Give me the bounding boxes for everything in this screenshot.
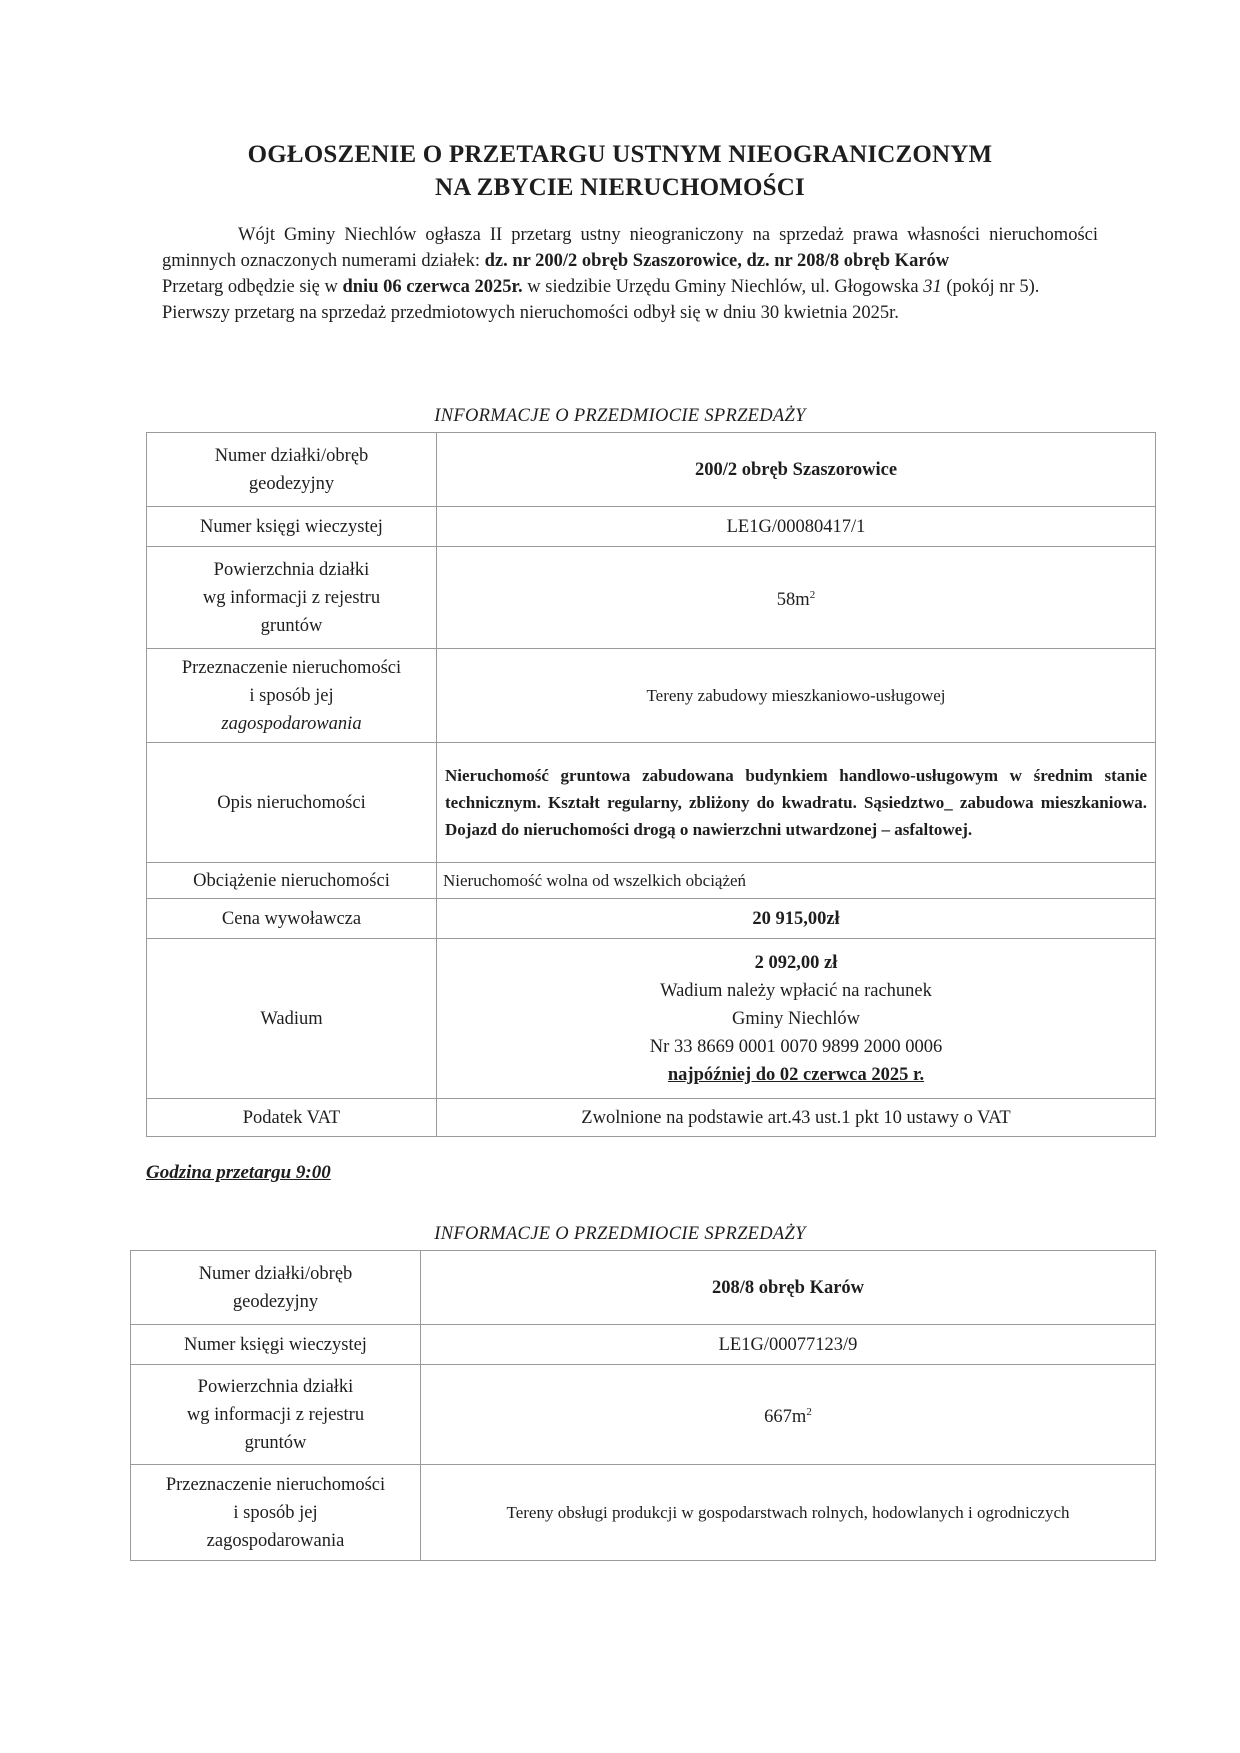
- auction-time: Godzina przetargu 9:00: [146, 1162, 331, 1183]
- section-caption-2: INFORMACJE O PRZEDMIOCIE SPRZEDAŻY: [434, 1224, 806, 1244]
- property-table-1: [146, 432, 1156, 1137]
- table-row: [147, 899, 1156, 939]
- row-label: Cena wywoławcza: [147, 899, 437, 939]
- area-value: [421, 1365, 1156, 1465]
- title-line-1: OGŁOSZENIE O PRZETARGU USTNYM NIEOGRANICZONYM: [247, 141, 993, 168]
- label-line: Powierzchnia działki: [197, 1376, 354, 1397]
- label-line: wg informacji z rejestru: [202, 587, 381, 608]
- purpose-value: Tereny obsługi produkcji w gospodarstwach rolnych, hodowlanych i ogrodniczych: [421, 1465, 1156, 1561]
- section-caption-1: INFORMACJE O PRZEDMIOCIE SPRZEDAŻY: [434, 406, 806, 426]
- purpose-value: Tereny zabudowy mieszkaniowo-usługowej: [437, 649, 1156, 743]
- table-row: [147, 649, 1156, 743]
- property-table-2: [130, 1250, 1156, 1561]
- label-line: zagospodarowania: [221, 713, 362, 734]
- deposit-instruction: Wadium należy wpłacić na rachunek: [660, 980, 932, 1001]
- area-unit-sup: 2: [809, 588, 816, 601]
- document-title: [0, 138, 1240, 204]
- area-number: 667m: [764, 1407, 807, 1428]
- row-label: Numer księgi wieczystej: [131, 1325, 421, 1365]
- row-label: Wadium: [147, 939, 437, 1099]
- label-line: zagospodarowania: [206, 1530, 345, 1551]
- intro-paragraph-3: Pierwszy przetarg na sprzedaż przedmiotowych nieruchomości odbył się w dniu 30 kwietnia 2025r.: [162, 303, 899, 323]
- intro-paragraph-1: [162, 222, 1098, 274]
- label-line: i sposób jej: [233, 1502, 318, 1523]
- parcel-list: dz. nr 200/2 obręb Szaszorowice, dz. nr 208/8 obręb Karów: [484, 251, 950, 271]
- land-register-value: LE1G/00080417/1: [437, 507, 1156, 547]
- table-row: [147, 547, 1156, 649]
- deposit-deadline: najpóźniej do 02 czerwca 2025 r.: [667, 1064, 925, 1085]
- intro-text: Przetarg odbędzie się w: [162, 277, 343, 297]
- address-number: 31: [923, 277, 942, 297]
- label-line: geodezyjny: [248, 473, 335, 494]
- deposit-amount: 2 092,00 zł: [754, 952, 838, 973]
- starting-price-value: 20 915,00zł: [437, 899, 1156, 939]
- table-row: [131, 1325, 1156, 1365]
- row-label: Numer księgi wieczystej: [147, 507, 437, 547]
- intro-text: (pokój nr 5).: [941, 277, 1040, 297]
- label-line: gruntów: [244, 1432, 307, 1453]
- label-line: wg informacji z rejestru: [186, 1404, 365, 1425]
- area-value: [437, 547, 1156, 649]
- table-row: [147, 507, 1156, 547]
- table-row: [147, 1099, 1156, 1137]
- label-line: Numer działki/obręb: [198, 1263, 353, 1284]
- label-line: Powierzchnia działki: [213, 559, 370, 580]
- label-line: geodezyjny: [232, 1291, 319, 1312]
- row-label: [147, 433, 437, 507]
- auction-date: dniu 06 czerwca 2025r.: [342, 277, 523, 297]
- description-value: Nieruchomość gruntowa zabudowana budynkiem handlowo-usługowym w średnim stanie technicznym. Kształt regularny, zbliżony do kwadratu. Sąsiedztwo_ zabudowa mieszkaniowa. Dojazd do nieruchomości drogą o nawierzchni utwardzonej – asfaltowej.: [437, 743, 1156, 863]
- row-label: [147, 547, 437, 649]
- row-label: Obciążenie nieruchomości: [147, 863, 437, 899]
- table-row: [131, 1251, 1156, 1325]
- deposit-recipient: Gminy Niechlów: [732, 1008, 860, 1029]
- table-row: [147, 863, 1156, 899]
- label-line: i sposób jej: [249, 685, 334, 706]
- row-label: Podatek VAT: [147, 1099, 437, 1137]
- row-label: Opis nieruchomości: [147, 743, 437, 863]
- table-row: [147, 939, 1156, 1099]
- land-register-value: LE1G/00077123/9: [421, 1325, 1156, 1365]
- label-line: Numer działki/obręb: [214, 445, 369, 466]
- title-line-2: NA ZBYCIE NIERUCHOMOŚCI: [435, 174, 805, 201]
- intro-paragraph-2: [162, 274, 1098, 300]
- label-line: Przeznaczenie nieruchomości: [165, 1474, 386, 1495]
- deposit-value: [437, 939, 1156, 1099]
- table-row: [147, 433, 1156, 507]
- label-line: gruntów: [260, 615, 323, 636]
- intro-text: Wójt Gminy Niechlów ogłasza II przetarg ustny nieograniczony na sprzedaż prawa własności nieruchomości gminnych oznaczonych numerami działek:: [162, 225, 1098, 271]
- table-row: [131, 1465, 1156, 1561]
- vat-value: Zwolnione na podstawie art.43 ust.1 pkt 10 ustawy o VAT: [437, 1099, 1156, 1137]
- row-label: [131, 1465, 421, 1561]
- intro-section: [162, 222, 1098, 326]
- label-line: Przeznaczenie nieruchomości: [181, 657, 402, 678]
- table-row: [131, 1365, 1156, 1465]
- parcel-value: 208/8 obręb Karów: [421, 1251, 1156, 1325]
- row-label: [131, 1251, 421, 1325]
- area-unit-sup: 2: [806, 1405, 812, 1418]
- area-number: 58m: [776, 590, 810, 611]
- row-label: [147, 649, 437, 743]
- table-row: [147, 743, 1156, 863]
- bank-account-number: Nr 33 8669 0001 0070 9899 2000 0006: [649, 1036, 943, 1057]
- encumbrance-value: Nieruchomość wolna od wszelkich obciążeń: [437, 863, 1156, 899]
- intro-text: w siedzibie Urzędu Gminy Niechlów, ul. Głogowska: [522, 277, 924, 297]
- parcel-value: 200/2 obręb Szaszorowice: [437, 433, 1156, 507]
- row-label: [131, 1365, 421, 1465]
